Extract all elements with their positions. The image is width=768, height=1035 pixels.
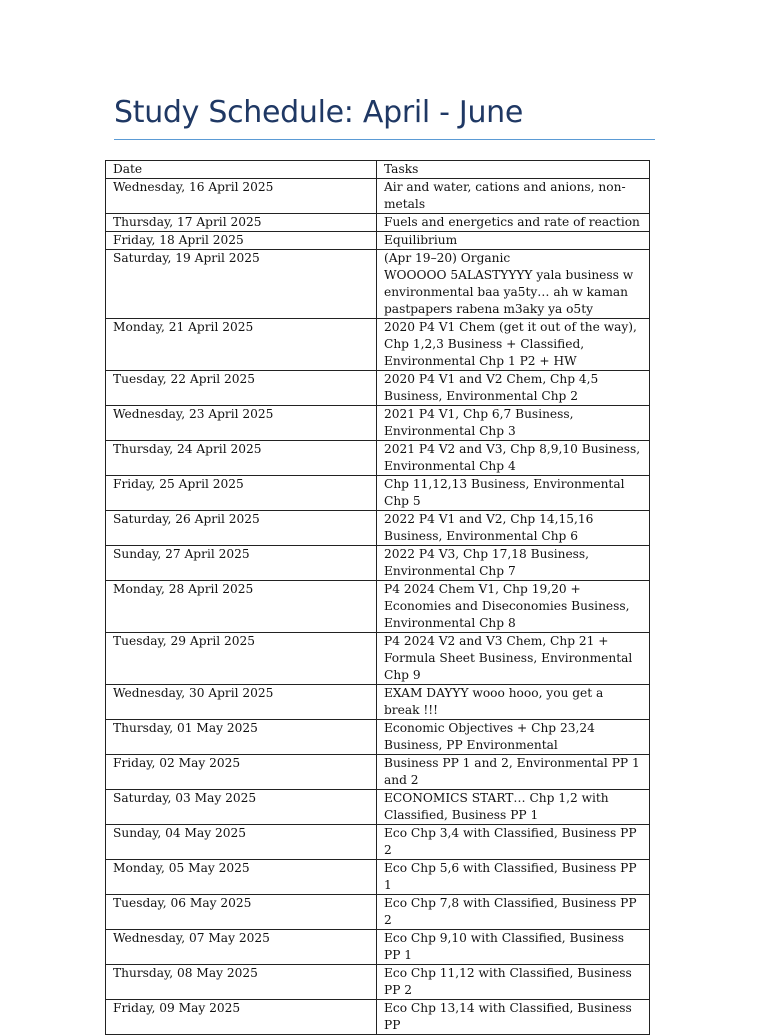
table-row <box>106 406 650 441</box>
table-row <box>106 930 650 965</box>
tasks-text: Eco Chp 13,14 with Classified, Business PP <box>384 1001 632 1032</box>
tasks-cell <box>377 406 650 441</box>
table-row <box>106 476 650 511</box>
schedule-table-body <box>106 161 650 1035</box>
tasks-text: Equilibrium <box>384 233 458 247</box>
tasks-text: 2021 P4 V2 and V3, Chp 8,9,10 Business, Environmental Chp 4 <box>384 442 641 473</box>
tasks-text-continued: break !!! <box>384 703 439 717</box>
date-cell: Tuesday, 29 April 2025 <box>106 633 377 685</box>
table-row <box>106 825 650 860</box>
tasks-text: 2022 P4 V1 and V2, Chp 14,15,16 Business, Environmental Chp 6 <box>384 512 594 543</box>
tasks-cell <box>377 720 650 755</box>
date-cell: Monday, 05 May 2025 <box>106 860 377 895</box>
tasks-cell <box>377 755 650 790</box>
header-tasks: Tasks <box>377 161 650 179</box>
table-row <box>106 546 650 581</box>
tasks-text: Air and water, cations and anions, non-metals <box>384 180 626 211</box>
date-cell: Wednesday, 07 May 2025 <box>106 930 377 965</box>
title-underline <box>114 139 655 140</box>
tasks-text: (Apr 19–20) Organic <box>384 251 511 265</box>
tasks-cell <box>377 371 650 406</box>
table-row <box>106 511 650 546</box>
document-title: Study Schedule: April - June <box>114 95 524 130</box>
date-cell: Friday, 25 April 2025 <box>106 476 377 511</box>
date-cell: Sunday, 04 May 2025 <box>106 825 377 860</box>
tasks-text-continued: WOOOOO 5ALASTYYYY yala business w environmental baa ya5ty… ah w kaman pastpapers rabena m3aky ya o5ty <box>384 268 634 316</box>
date-cell: Tuesday, 22 April 2025 <box>106 371 377 406</box>
table-row <box>106 755 650 790</box>
table-header-row <box>106 161 650 179</box>
date-cell: Sunday, 27 April 2025 <box>106 546 377 581</box>
table-row <box>106 371 650 406</box>
date-cell: Thursday, 01 May 2025 <box>106 720 377 755</box>
table-row <box>106 965 650 1000</box>
tasks-text: Business PP 1 and 2, Environmental PP 1 and 2 <box>384 756 640 787</box>
date-cell: Wednesday, 30 April 2025 <box>106 685 377 720</box>
date-cell: Monday, 28 April 2025 <box>106 581 377 633</box>
tasks-cell <box>377 214 650 232</box>
date-cell: Monday, 21 April 2025 <box>106 319 377 371</box>
tasks-text: Chp 11,12,13 Business, Environmental Chp 5 <box>384 477 625 508</box>
date-cell: Saturday, 26 April 2025 <box>106 511 377 546</box>
table-row <box>106 1000 650 1035</box>
tasks-text: 2020 P4 V1 and V2 Chem, Chp 4,5 Business, Environmental Chp 2 <box>384 372 599 403</box>
tasks-cell <box>377 179 650 214</box>
tasks-cell <box>377 250 650 319</box>
table-row <box>106 895 650 930</box>
tasks-text: P4 2024 Chem V1, Chp 19,20 + Economies and Diseconomies Business, Environmental Chp 8 <box>384 582 630 630</box>
date-cell: Thursday, 08 May 2025 <box>106 965 377 1000</box>
schedule-table <box>105 160 650 1035</box>
table-row <box>106 214 650 232</box>
tasks-cell <box>377 546 650 581</box>
tasks-cell <box>377 319 650 371</box>
table-row <box>106 720 650 755</box>
tasks-cell <box>377 895 650 930</box>
date-cell: Tuesday, 06 May 2025 <box>106 895 377 930</box>
tasks-text: ECONOMICS START… Chp 1,2 with Classified, Business PP 1 <box>384 791 609 822</box>
table-row <box>106 581 650 633</box>
tasks-text: P4 2024 V2 and V3 Chem, Chp 21 + Formula Sheet Business, Environmental Chp 9 <box>384 634 633 682</box>
date-cell: Wednesday, 23 April 2025 <box>106 406 377 441</box>
date-cell: Saturday, 19 April 2025 <box>106 250 377 319</box>
date-cell: Friday, 18 April 2025 <box>106 232 377 250</box>
tasks-cell <box>377 511 650 546</box>
tasks-cell <box>377 441 650 476</box>
tasks-text: Eco Chp 5,6 with Classified, Business PP 1 <box>384 861 637 892</box>
tasks-cell <box>377 790 650 825</box>
tasks-text: EXAM DAYYY wooo hooo, you get a <box>384 686 604 700</box>
header-date: Date <box>106 161 377 179</box>
tasks-cell <box>377 1000 650 1035</box>
table-row <box>106 250 650 319</box>
tasks-cell <box>377 930 650 965</box>
tasks-text: Eco Chp 7,8 with Classified, Business PP 2 <box>384 896 637 927</box>
tasks-text: Eco Chp 9,10 with Classified, Business PP 1 <box>384 931 625 962</box>
tasks-text: Fuels and energetics and rate of reaction <box>384 215 640 229</box>
date-cell: Friday, 02 May 2025 <box>106 755 377 790</box>
table-row <box>106 790 650 825</box>
tasks-text: Eco Chp 11,12 with Classified, Business PP 2 <box>384 966 632 997</box>
tasks-cell <box>377 232 650 250</box>
tasks-cell <box>377 860 650 895</box>
date-cell: Thursday, 24 April 2025 <box>106 441 377 476</box>
tasks-text: 2020 P4 V1 Chem (get it out of the way), Chp 1,2,3 Business + Classified, Environmental Chp 1 P2 + HW <box>384 320 637 368</box>
tasks-text: 2021 P4 V1, Chp 6,7 Business, Environmental Chp 3 <box>384 407 574 438</box>
table-row <box>106 179 650 214</box>
tasks-text: Eco Chp 3,4 with Classified, Business PP 2 <box>384 826 637 857</box>
table-row <box>106 441 650 476</box>
tasks-cell <box>377 476 650 511</box>
tasks-text: Economic Objectives + Chp 23,24 Business, PP Environmental <box>384 721 595 752</box>
table-row <box>106 319 650 371</box>
table-row <box>106 860 650 895</box>
date-cell: Friday, 09 May 2025 <box>106 1000 377 1035</box>
tasks-cell <box>377 825 650 860</box>
table-row <box>106 633 650 685</box>
date-cell: Wednesday, 16 April 2025 <box>106 179 377 214</box>
tasks-cell <box>377 685 650 720</box>
tasks-text: 2022 P4 V3, Chp 17,18 Business, Environmental Chp 7 <box>384 547 590 578</box>
table-row <box>106 685 650 720</box>
date-cell: Saturday, 03 May 2025 <box>106 790 377 825</box>
tasks-cell <box>377 633 650 685</box>
tasks-cell <box>377 581 650 633</box>
tasks-cell <box>377 965 650 1000</box>
date-cell: Thursday, 17 April 2025 <box>106 214 377 232</box>
table-row <box>106 232 650 250</box>
